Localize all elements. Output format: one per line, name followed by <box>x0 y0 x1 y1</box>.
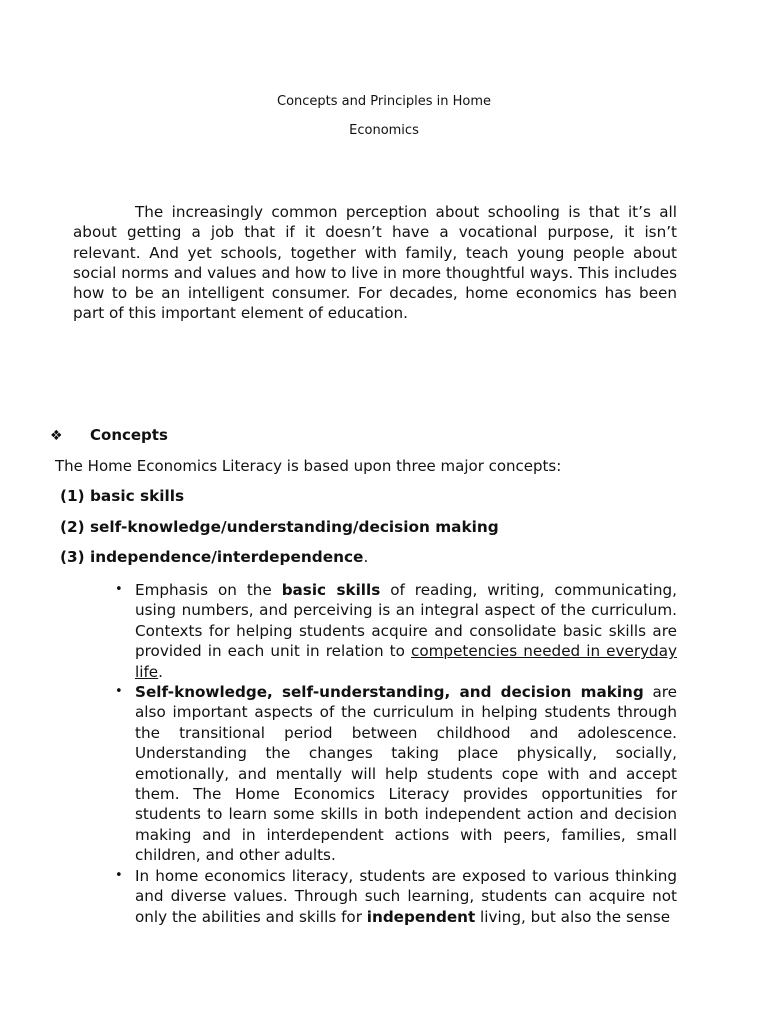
concepts-intro: The Home Economics Literacy is based upon three major concepts: <box>55 457 562 475</box>
bullet-dot-icon: • <box>115 582 123 597</box>
concepts-heading <box>50 426 168 444</box>
intro-text: The increasingly common perception about schooling is that it’s all about getting a job that if it doesn’t have a vocational purpose, it isn’t relevant. And yet schools, together with family, teach young people about social norms and values and how to live in more thoughtful ways. This includes how to be an intelligent consumer. For decades, home economics has been part of this important element of education. <box>73 203 677 323</box>
bullet-text: living, but also the sense <box>475 907 671 926</box>
bullet-text: of reading, writing, communicating, using numbers, and perceiving is an integral aspect of the curriculum. Contexts for helping students acquire and consolidate basic skills are provided in each unit in relation to <box>135 581 677 661</box>
underlined-phrase: competencies needed in everyday life <box>135 642 677 681</box>
concept-item-3 <box>60 548 368 566</box>
bullet-dot-icon: • <box>115 867 123 883</box>
concepts-bullet-list <box>115 580 677 927</box>
concept-item-2: (2) self-knowledge/understanding/decision making <box>60 518 499 536</box>
concepts-heading-text: Concepts <box>90 426 168 444</box>
document-title-line-2: Economics <box>349 123 419 138</box>
diamond-bullet-icon: ❖ <box>50 428 63 444</box>
bullet-item-independence <box>115 866 677 927</box>
bullet-bold-text: independent <box>366 907 476 926</box>
concept-item-3-suffix: . <box>363 548 369 566</box>
bullet-bold-text: basic skills <box>281 581 381 599</box>
document-title-line-1: Concepts and Principles in Home <box>277 94 491 109</box>
concept-item-3-text: (3) independence/interdependence <box>60 548 364 566</box>
concept-item-1: (1) basic skills <box>60 487 185 505</box>
bullet-text: In home economics literacy, students are exposed to various thinking and diverse values. Through such learning, students can acquire not only the abilities and skills for <box>135 866 677 926</box>
bullet-bold-text: Self-knowledge, self-understanding, and decision making <box>135 683 644 702</box>
intro-paragraph <box>73 202 677 324</box>
bullet-text: . <box>158 662 163 681</box>
bullet-text: Emphasis on the <box>135 581 282 599</box>
bullet-dot-icon: • <box>115 684 123 700</box>
bullet-item-self-knowledge <box>115 682 677 866</box>
bullet-text: are also important aspects of the curriculum in helping students through the transitional period between childhood and adolescence. Understanding the changes taking place physically, socially, emotionally, and mentally will help students cope with and accept them. The Home Economics Literacy provides opportunities for students to learn some skills in both independent action and decision making and in interdependent actions with peers, families, small children, and other adults. <box>135 683 678 865</box>
bullet-item-basic-skills <box>115 580 677 682</box>
